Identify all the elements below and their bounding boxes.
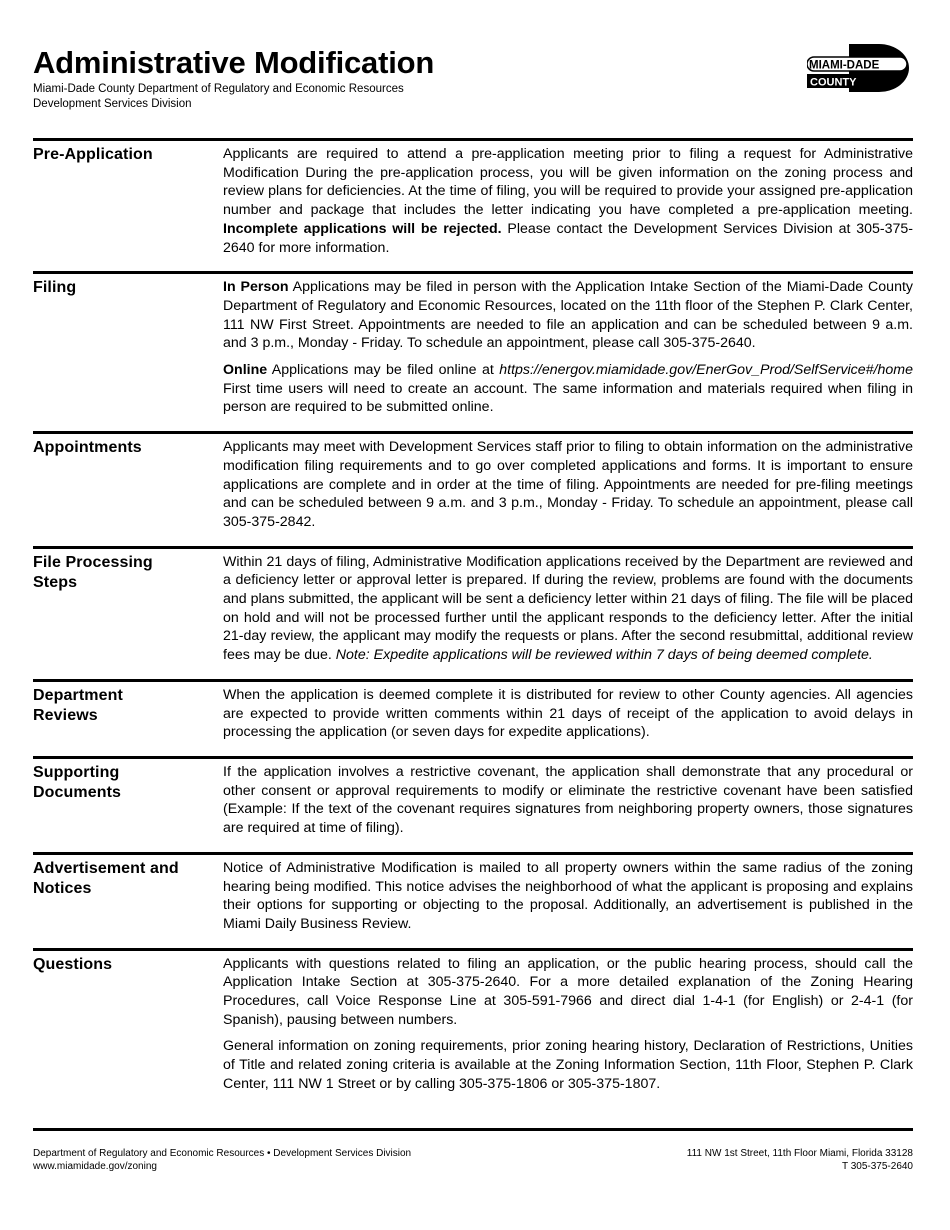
section-file-processing-steps: [33, 546, 913, 665]
energov-link[interactable]: https://energov.miamidade.gov/EnerGov_Prod/SelfService#/home: [499, 362, 913, 379]
section-body: [223, 682, 913, 742]
section-questions: [33, 948, 913, 1094]
svg-text:COUNTY: COUNTY: [810, 76, 857, 89]
section-body: [223, 855, 913, 934]
section-pre-application: [33, 138, 913, 257]
paragraph: When the application is deemed complete it is distributed for review to other County agencies. All agencies are expected to provide written comments within 21 days of receipt of the application to avoid delays in processing the application (or seven days for expedite applications).: [223, 686, 913, 741]
section-label: Questions: [33, 955, 113, 973]
subheading: In Person: [223, 279, 289, 296]
paragraph: Notice of Administrative Modification is mailed to all property owners within the same radius of the zoning hearing being modified. This notice advises the neighborhood of what the applicant is proposing and explains their options for supporting or objecting to the proposal. Additionally, an advertisement is published in the Miami Daily Business Review.: [223, 859, 913, 932]
section-label: Pre-Application: [33, 146, 153, 163]
label-line: Steps: [33, 574, 78, 592]
paragraph: Applicants may meet with Development Services staff prior to filing to obtain information on the administrative modification filing requirements and to go over completed applications and forms. It is important to ensure applications are complete and in order at the time of filing. Appointments are needed for pre-filing meetings and can be scheduled between 9 a.m. and 3 p.m., Monday - Friday. To schedule an appointment, please call 305-375-2842.: [223, 439, 913, 530]
section-supporting-documents: [33, 756, 913, 838]
section-filing: [33, 271, 913, 417]
expedite-note: Note: Expedite applications will be reviewed within 7 days of being deemed complete.: [335, 647, 873, 664]
footer-website-link[interactable]: www.miamidade.gov/zoning: [33, 1160, 157, 1172]
document-page: [33, 0, 914, 1172]
text-run: Applications may be filed online at: [267, 362, 500, 379]
label-line: Advertisement and: [33, 859, 179, 877]
bottom-divider: [33, 1128, 913, 1131]
text-run: Applicants are required to attend a pre-application meeting prior to filing a request for Administrative Modification During the pre-application process, you will be given information on the zoning process and review plans for deficiencies. At the time of filing, you will be required to provide your assigned pre-application number and package that includes the letter indicating you have completed a pre-application meeting.: [223, 146, 913, 219]
paragraph-in-person: [223, 278, 913, 353]
label-line: File Processing: [33, 553, 153, 571]
miami-dade-county-logo-icon: [807, 44, 911, 92]
text-run: Applications may be filed in person with the Application Intake Section of the Miami-Dade County Department of Regulatory and Economic Resources, located on the 11th floor of the Stephen P. Clark Center, 111 NW First Street. Appointments are needed to file an application and can be scheduled between 9 a.m. and 3 p.m., Monday - Friday. To schedule an appointment, please call 305-375-2640.: [223, 279, 913, 352]
label-line: Notices: [33, 880, 92, 898]
footer-left: [33, 1148, 411, 1173]
label-line: Department: [33, 686, 123, 704]
page-title: Administrative Modification: [33, 45, 435, 80]
paragraph: [223, 145, 913, 257]
section-department-reviews: [33, 679, 913, 742]
section-body: [223, 434, 913, 532]
paragraph: [223, 553, 913, 665]
footer-address: 111 NW 1st Street, 11th Floor Miami, Florida 33128: [686, 1148, 913, 1159]
footer-department: Department of Regulatory and Economic Resources • Development Services Division: [33, 1148, 412, 1159]
paragraph-online: [223, 361, 913, 417]
label-line: Supporting: [33, 763, 120, 781]
document-header: [33, 0, 913, 130]
section-appointments: [33, 431, 913, 532]
text-run: Within 21 days of filing, Administrative Modification applications received by the Department are reviewed and a deficiency letter or approval letter is prepared. If during the review, problems are found with the documents and plans submitted, the applicant will be sent a deficiency letter within 21 days of filing. The file will be placed on hold and will not be processed further until the applicant responds to the deficiency letter. After the initial 21-day review, the applicant may modify the requests or plans. After the second resubmittal, additional review fees may be due.: [223, 553, 913, 664]
section-label: Filing: [33, 279, 77, 297]
paragraph: If the application involves a restrictive covenant, the application shall demonstrate that any procedural or other consent or approval requirements to modify or eliminate the restrictive covenant have been satisfied (Example: If the text of the covenant requires signatures from neighboring property owners, those signatures are required at time of filing).: [223, 763, 913, 837]
label-line: Reviews: [33, 707, 98, 725]
section-body: [223, 549, 913, 665]
warning-text: Incomplete applications will be rejected.: [223, 220, 502, 237]
section-label: [33, 549, 223, 665]
department-name: Miami-Dade County Department of Regulatory and Economic Resources: [33, 83, 404, 95]
section-body: [223, 274, 913, 417]
paragraph: Applicants with questions related to filing an application, or the public hearing process, should call the Application Intake Section at 305-375-2640. For a more detailed explanation of the Zoning Hearing Procedures, call Voice Response Line at 305-591-7966 and direct dial 1-4-1 (for English) or 2-4-1 (for Spanish), pausing between numbers.: [223, 955, 913, 1028]
footer-phone: T 305-375-2640: [842, 1160, 913, 1172]
section-advertisement-and-notices: [33, 852, 913, 934]
section-body: [223, 951, 913, 1094]
division-name: Development Services Division: [33, 97, 192, 110]
section-label: [33, 682, 223, 742]
section-body: [223, 141, 913, 257]
section-label: Appointments: [33, 439, 142, 457]
footer-right: [687, 1148, 913, 1173]
section-label: [33, 759, 223, 838]
section-label: [33, 855, 223, 934]
section-body: [223, 759, 913, 838]
text-run: First time users will need to create an account. The same information and materials required when filing in person are required to be submitted online.: [223, 380, 913, 416]
subheading: Online: [223, 362, 268, 379]
label-line: Documents: [33, 784, 122, 802]
paragraph: General information on zoning requirements, prior zoning hearing history, Declaration of Restrictions, Unities of Title and related zoning criteria is available at the Zoning Information Section, 11th Floor, Stephen P. Clark Center, 111 NW 1 Street or by calling 305-375-1806 or 305-375-1807.: [223, 1038, 913, 1092]
svg-text:MIAMI-DADE: MIAMI-DADE: [809, 59, 880, 72]
page-subtitle: [33, 82, 404, 111]
text-run: Please contact the Development Services Division at 305-375-2640 for more information.: [223, 220, 914, 256]
